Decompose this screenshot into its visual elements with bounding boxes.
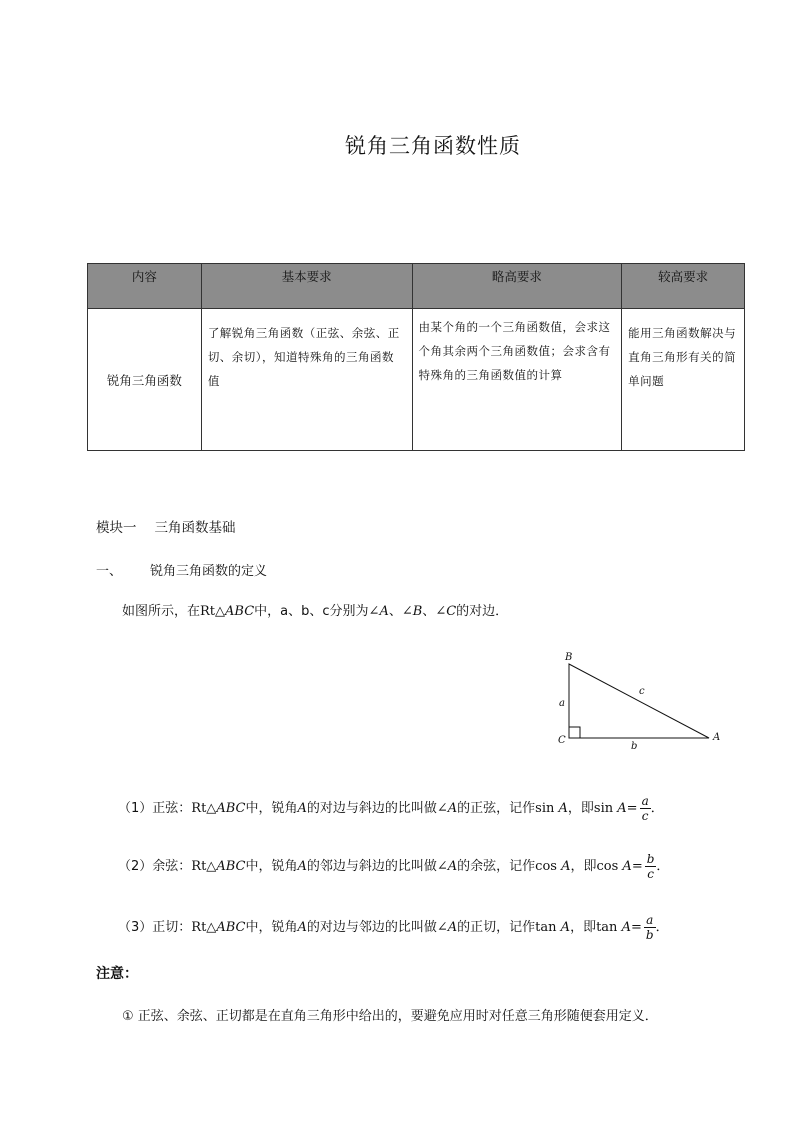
def-eq: = xyxy=(630,920,642,935)
fraction-numerator: a xyxy=(644,913,656,928)
def-name: 正弦： xyxy=(152,801,192,816)
def-func: tan xyxy=(535,920,557,935)
note-item: ① 正弦、余弦、正切都是在直角三角形中给出的，要避免应用时对任意三角形随便套用定义． xyxy=(122,1009,658,1024)
def-rt: Rt△ xyxy=(191,920,217,935)
def-var: A xyxy=(560,920,571,935)
def-index: （3） xyxy=(118,920,153,935)
def-eq: = xyxy=(626,801,638,816)
def-var: A xyxy=(558,801,568,816)
def-text: 的正切，记作 xyxy=(457,920,536,935)
def-var: A xyxy=(297,801,307,816)
def-text: ，即 xyxy=(567,801,594,816)
intro-angle: ∠C xyxy=(435,604,457,619)
def-var: A xyxy=(617,801,627,816)
def-var: A xyxy=(561,859,571,874)
fraction xyxy=(645,852,657,881)
header-basic: 基本要求 xyxy=(201,264,412,309)
intro-sep: 、 xyxy=(388,604,402,619)
def-end: ． xyxy=(650,801,664,816)
fraction-numerator: b xyxy=(646,852,655,866)
def-var: A xyxy=(297,859,307,874)
def-func: sin xyxy=(535,801,555,816)
triangle-shape xyxy=(569,664,709,738)
def-text: 中，锐角 xyxy=(245,801,298,816)
cell-content: 锐角三角函数 xyxy=(88,309,202,451)
def-rt: Rt△ xyxy=(191,801,217,816)
cell-highest: 能用三角函数解决与直角三角形有关的简单问题 xyxy=(622,309,745,451)
def-text: 中，锐角 xyxy=(245,920,298,935)
def-func: cos xyxy=(535,859,557,874)
side-label-c: c xyxy=(639,686,645,697)
subsection-number: 一、 xyxy=(96,564,123,579)
def-var: A xyxy=(622,859,632,874)
fraction xyxy=(644,913,656,942)
def-angle: ∠A xyxy=(436,920,458,935)
def-text: ，即 xyxy=(570,920,597,935)
subsection-title: 锐角三角函数的定义 xyxy=(150,564,268,579)
definition-sine xyxy=(118,794,664,823)
side-label-b: b xyxy=(631,741,638,752)
def-func: cos xyxy=(596,859,619,874)
def-name: 正切： xyxy=(152,920,192,935)
module-number: 模块一 xyxy=(96,520,137,536)
intro-angle: ∠B xyxy=(401,604,423,619)
def-text: 的对边与斜边的比叫做 xyxy=(306,801,437,816)
def-name: 余弦： xyxy=(152,859,192,874)
header-content: 内容 xyxy=(88,264,202,309)
def-text: 的邻边与斜边的比叫做 xyxy=(306,859,437,874)
def-index: （1） xyxy=(118,801,153,816)
cell-basic: 了解锐角三角函数（正弦、余弦、正切、余切），知道特殊角的三角函数值 xyxy=(201,309,412,451)
def-func: sin xyxy=(593,801,614,816)
def-text: 的余弦，记作 xyxy=(457,859,536,874)
def-rt: Rt△ xyxy=(191,859,217,874)
intro-text: 的对边． xyxy=(456,604,509,619)
right-angle-mark xyxy=(569,727,580,738)
intro-triangle: ABC xyxy=(225,604,255,619)
module-name: 三角函数基础 xyxy=(154,520,236,536)
side-label-a: a xyxy=(559,698,565,709)
header-highest: 较高要求 xyxy=(622,264,745,309)
header-higher: 略高要求 xyxy=(412,264,622,309)
def-var: A xyxy=(621,920,631,935)
fraction-denominator: c xyxy=(647,867,654,881)
definition-cosine xyxy=(118,852,669,881)
def-angle: ∠A xyxy=(436,801,458,816)
fraction xyxy=(640,794,651,823)
intro-angle: ∠A xyxy=(368,604,389,619)
def-var: A xyxy=(297,920,307,935)
fraction-denominator: b xyxy=(645,928,654,942)
def-text: 的正弦，记作 xyxy=(457,801,536,816)
def-triangle: ABC xyxy=(216,859,246,874)
def-text: 中，锐角 xyxy=(245,859,298,874)
cell-higher: 由某个角的一个三角函数值，会求这个角其余两个三角函数值；会求含有特殊角的三角函数值的计算 xyxy=(412,309,622,451)
intro-text: 如图所示，在 xyxy=(122,604,201,619)
def-index: （2） xyxy=(118,859,153,874)
note-label: 注意： xyxy=(96,966,138,982)
intro-sep: 、 xyxy=(422,604,436,619)
def-triangle: ABC xyxy=(216,920,246,935)
def-eq: = xyxy=(631,859,643,874)
fraction-denominator: c xyxy=(641,809,649,823)
def-text: 的对边与邻边的比叫做 xyxy=(306,920,437,935)
intro-rt: Rt△ xyxy=(200,604,226,619)
def-end: ． xyxy=(655,920,669,935)
vertex-label-a: A xyxy=(713,732,721,743)
fraction-numerator: a xyxy=(641,794,649,808)
vertex-label-c: C xyxy=(558,735,566,746)
def-triangle: ABC xyxy=(216,801,246,816)
vertex-label-b: B xyxy=(565,652,573,663)
intro-text: 中，a、b、c分别为 xyxy=(254,604,369,619)
definition-tangent xyxy=(118,913,669,942)
def-func: tan xyxy=(596,920,618,935)
def-angle: ∠A xyxy=(436,859,458,874)
def-text: ，即 xyxy=(570,859,597,874)
page-title: 锐角三角函数性质 xyxy=(345,134,521,158)
def-end: ． xyxy=(656,859,670,874)
